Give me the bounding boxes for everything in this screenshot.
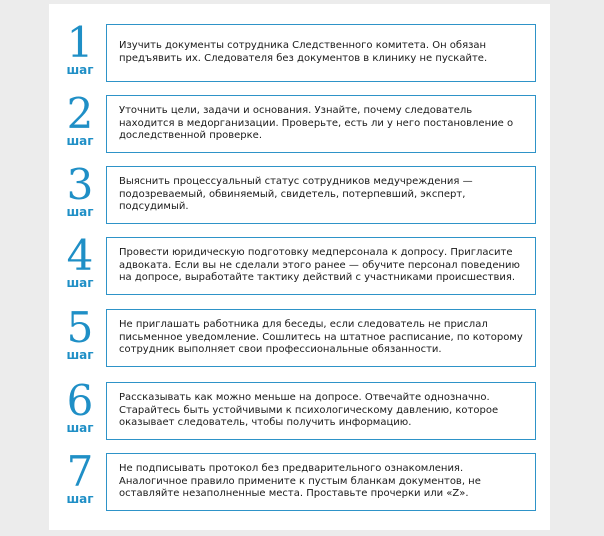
step-text-box (106, 24, 536, 82)
step-text-box (106, 237, 536, 295)
step-number: 3 (66, 160, 94, 209)
step-number: 6 (66, 376, 94, 425)
step-word: шаг (66, 348, 94, 362)
step-number: 4 (66, 231, 94, 280)
step-text: Уточнить цели, задачи и основания. Узнайте, почему следователь находится в медорганизации. Проверьте, есть ли у него постановление о доследственной проверке. (119, 105, 514, 142)
step-word: шаг (66, 276, 94, 290)
step-2 (49, 89, 550, 155)
step-text: Изучить документы сотрудника Следственного комитета. Он обязан предъявить их. Следователя без документов в клинику не пускайте. (119, 40, 488, 64)
step-text: Провести юридическую подготовку медперсонала к допросу. Пригласите адвоката. Если вы не сделали этого ранее — обучите персонал поведению на допросе, выработайте тактику действий с участниками происшествия. (119, 247, 520, 284)
step-1 (49, 18, 550, 84)
step-text-box (106, 166, 536, 224)
step-word: шаг (66, 421, 94, 435)
step-text-box (106, 95, 536, 153)
step-4 (49, 231, 550, 297)
step-text-box (106, 382, 536, 440)
step-text-box (106, 309, 536, 367)
step-number: 7 (66, 447, 94, 496)
step-word: шаг (66, 63, 94, 77)
step-text: Рассказывать как можно меньше на допросе. Отвечайте однозначно. Старайтесь быть устойчивыми к психологическому давлению, которое оказывает следователь, чтобы получить информацию. (119, 392, 499, 429)
step-number: 5 (66, 303, 94, 352)
step-text: Не приглашать работника для беседы, если следователь не прислал письменное уведомление. Сошлитесь на штатное расписание, по которому сотрудник выполняет свои профессиональные обязанности. (119, 319, 523, 356)
step-word: шаг (66, 492, 94, 506)
step-number: 1 (66, 18, 94, 67)
step-word: шаг (66, 134, 94, 148)
step-5 (49, 303, 550, 369)
step-6 (49, 376, 550, 442)
step-text: Выяснить процессуальный статус сотрудников медучреждения — подозреваемый, обвиняемый, свидетель, потерпевший, эксперт, подсудимый. (119, 176, 473, 213)
step-text-box (106, 453, 536, 511)
step-number: 2 (66, 89, 94, 138)
steps-page (49, 4, 550, 530)
step-word: шаг (66, 205, 94, 219)
step-text: Не подписывать протокол без предварительного ознакомления. Аналогичное правило примените к пустым бланкам документов, не оставляйте незаполненные места. Проставьте прочерки или «Z». (119, 463, 481, 500)
step-7 (49, 447, 550, 513)
step-3 (49, 160, 550, 226)
